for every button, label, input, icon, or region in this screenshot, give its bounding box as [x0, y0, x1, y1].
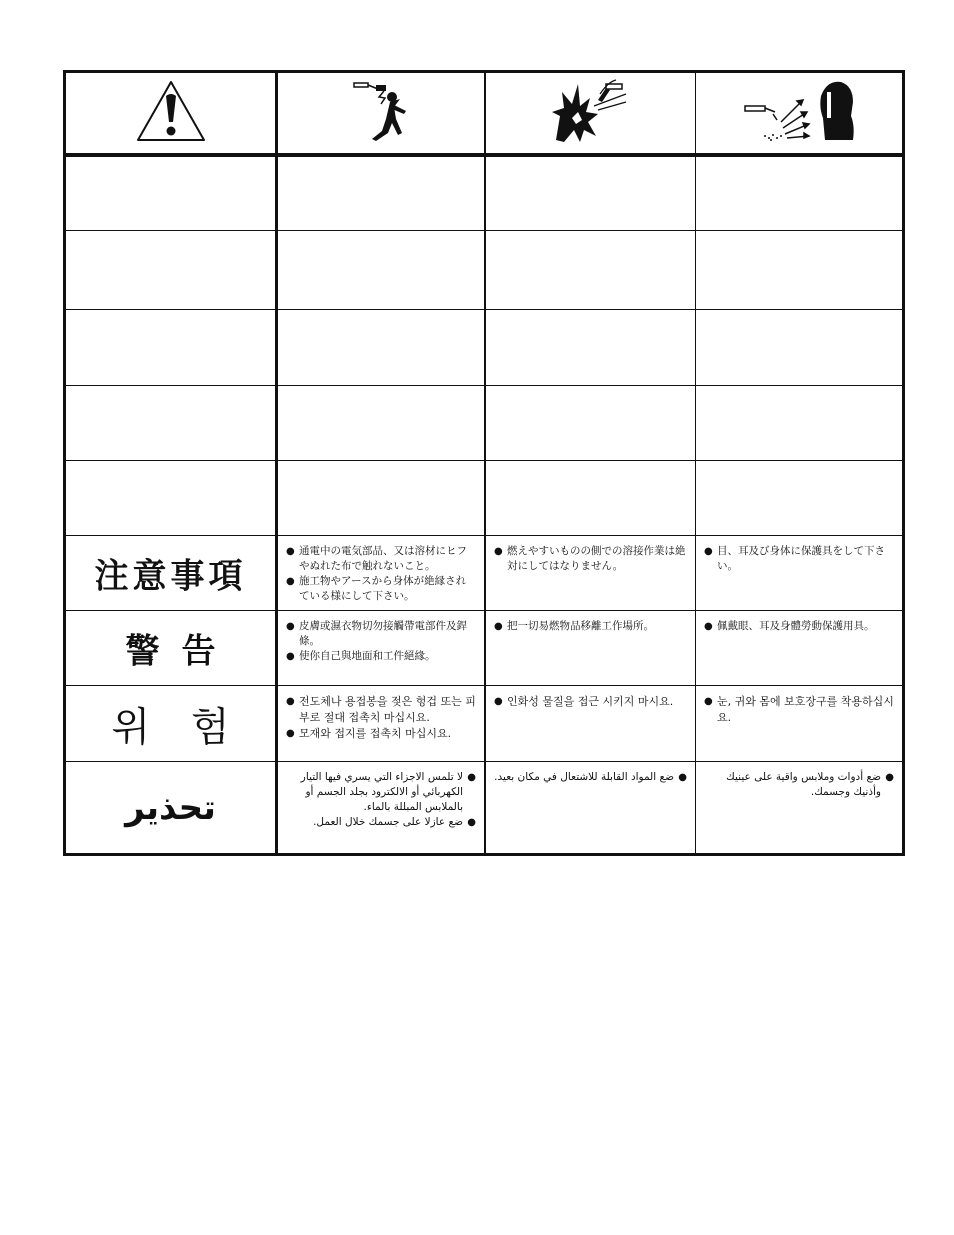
icon-cell-warning: [66, 73, 278, 153]
language-label-cell: [66, 536, 278, 610]
fire-warning-cell: [486, 536, 696, 610]
rays-warning-cell: [696, 611, 902, 685]
shock-warning-cell: [278, 611, 486, 685]
blank-cell: [696, 310, 902, 385]
language-label: 注意事項: [94, 556, 247, 597]
blank-cell: [696, 386, 902, 460]
warning-item: ● 皮膚或濕衣物切勿接觸帶電部件及銲條。: [286, 619, 476, 649]
row-japanese: [66, 536, 902, 611]
blank-row: [66, 461, 902, 536]
blank-cell: [696, 157, 902, 230]
rays-warning-cell: [696, 536, 902, 610]
warning-item: ● 모재와 접지를 접촉치 마십시요.: [286, 726, 476, 742]
blank-row: [66, 310, 902, 386]
blank-cell: [66, 157, 278, 230]
arc-rays-face-shield-icon: [741, 78, 857, 148]
blank-cell: [278, 461, 486, 535]
blank-cell: [278, 157, 486, 230]
blank-cell: [278, 386, 486, 460]
blank-cell: [696, 461, 902, 535]
warning-item: ● 佩戴眼、耳及身體勞動保護用具。: [704, 619, 894, 634]
blank-row: [66, 231, 902, 310]
warning-item: ● 燃えやすいものの側での溶接作業は絶対にしてはなりません。: [494, 544, 687, 574]
warning-item: ● 使你自己與地面和工件絕緣。: [286, 649, 476, 664]
blank-cell: [486, 461, 696, 535]
warning-table: [63, 70, 905, 856]
icon-header-row: [66, 73, 902, 157]
warning-item: ● ضع أدوات وملابس واقية على عينيك وأذنيك وجسمك.: [704, 770, 894, 800]
row-arabic: [66, 762, 902, 853]
rays-warning-cell: [696, 762, 902, 853]
blank-cell: [66, 461, 278, 535]
warning-item: ● ضع المواد القابلة للاشتعال في مكان بعيد.: [494, 770, 687, 785]
warning-item: ● 目、耳及び身体に保護具をして下さい。: [704, 544, 894, 574]
rays-warning-cell: [696, 686, 902, 761]
blank-cell: [486, 310, 696, 385]
warning-item: ● ضع عازلا على جسمك خلال العمل.: [286, 815, 476, 830]
warning-item: ● 인화성 물질을 접근 시키지 마시요.: [494, 694, 687, 710]
language-label-cell: [66, 762, 278, 853]
blank-cell: [278, 231, 486, 309]
blank-cell: [486, 386, 696, 460]
warning-triangle-icon: [134, 78, 208, 148]
icon-cell-fire: [486, 73, 696, 153]
blank-cell: [66, 386, 278, 460]
electric-shock-icon: [348, 79, 414, 147]
language-label-cell: [66, 611, 278, 685]
warning-item: ● 施工物やアースから身体が絶縁されている様にして下さい。: [286, 574, 476, 604]
fire-warning-cell: [486, 686, 696, 761]
warning-item: ● 通電中の電気部品、又は溶材にヒフやぬれた布で触れないこと。: [286, 544, 476, 574]
warning-item: ● 전도체나 용접봉을 젖은 헝겁 또는 피부로 절대 접촉치 마십시요.: [286, 694, 476, 726]
fire-warning-cell: [486, 611, 696, 685]
blank-cell: [66, 231, 278, 309]
blank-row: [66, 157, 902, 231]
shock-warning-cell: [278, 686, 486, 761]
fire-explosion-icon: [550, 78, 632, 148]
shock-warning-cell: [278, 536, 486, 610]
blank-cell: [696, 231, 902, 309]
language-label-cell: [66, 686, 278, 761]
row-korean: [66, 686, 902, 762]
icon-cell-rays: [696, 73, 902, 153]
blank-cell: [486, 157, 696, 230]
language-label: 警告: [125, 631, 238, 672]
shock-warning-cell: [278, 762, 486, 853]
language-label: 위 험: [111, 704, 244, 750]
fire-warning-cell: [486, 762, 696, 853]
icon-cell-shock: [278, 73, 486, 153]
warning-item: ● 把一切易燃物品移離工作場所。: [494, 619, 687, 634]
warning-item: ● لا تلمس الاجزاء التي يسري فيها التيار الكهربائي أو الالكترود بجلد الجسم أو بالملابس المبللة بالماء.: [286, 770, 476, 815]
blank-row: [66, 386, 902, 461]
blank-cell: [66, 310, 278, 385]
language-label: تحذير: [125, 787, 216, 828]
warning-item: ● 눈, 귀와 몸에 보호장구를 착용하십시요.: [704, 694, 894, 726]
row-chinese: [66, 611, 902, 686]
blank-cell: [486, 231, 696, 309]
blank-cell: [278, 310, 486, 385]
